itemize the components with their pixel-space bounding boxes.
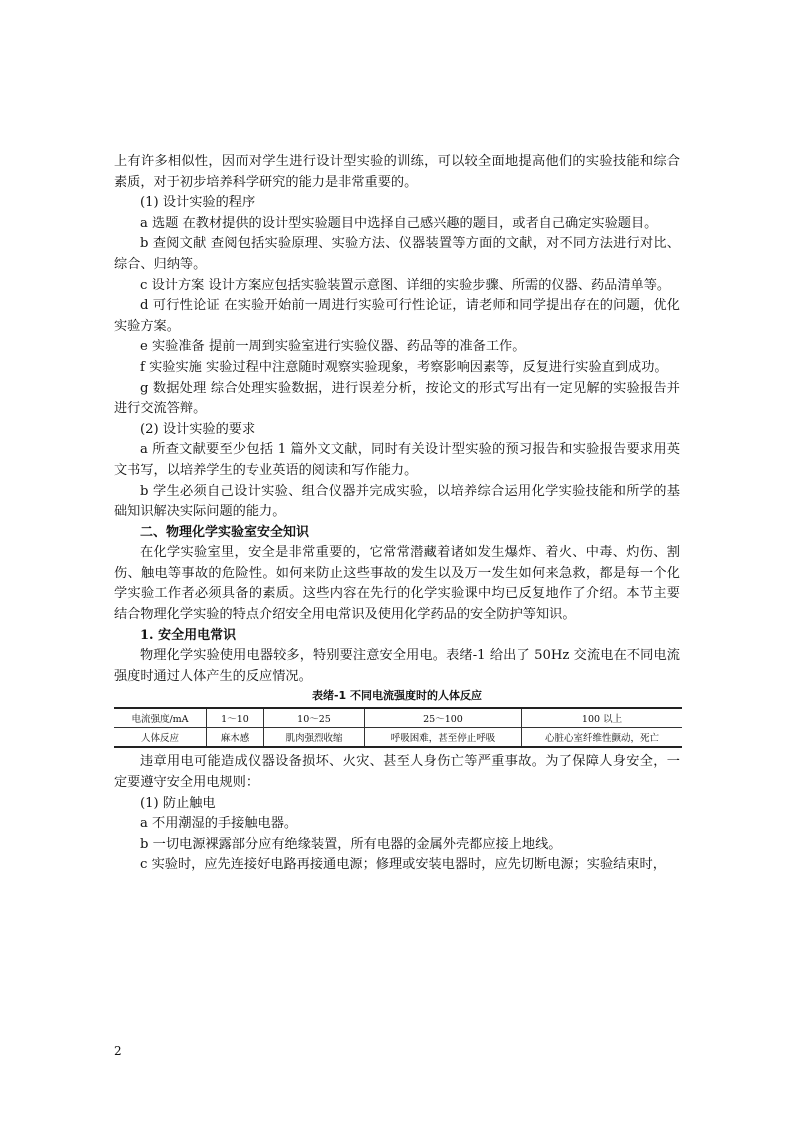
section-heading: (1) 防止触电	[140, 795, 216, 811]
page-number: 2	[114, 1044, 122, 1058]
paragraph: a 选题 在教材提供的设计型实验题目中选择自己感兴趣的题目，或者自己确定实验题目。	[140, 215, 658, 231]
table-cell: 人体反应	[114, 728, 207, 748]
table-row	[114, 708, 682, 728]
paragraph: a 不用潮湿的手接触电器。	[140, 816, 298, 832]
section-heading: (1) 设计实验的程序	[140, 195, 256, 211]
paragraph: g 数据处理 综合处理实验数据，进行误差分析，按论文的形式写出有一定见解的实验报告并进行交流答辩。	[114, 380, 680, 417]
table-row	[114, 728, 682, 748]
subsection-heading: 1. 安全用电常识	[140, 627, 237, 643]
paragraph: c 实验时，应先连接好电路再接通电源；修理或安装电器时，应先切断电源；实验结束时，	[140, 857, 666, 873]
paragraph: 物理化学实验使用电器较多，特别要注意安全用电。表绪-1 给出了 50Hz 交流电在不同电流强度时通过人体产生的反应情况。	[114, 648, 680, 684]
table-caption: 表绪-1 不同电流强度时的人体反应	[311, 689, 483, 703]
table-cell: 10～25	[264, 708, 365, 728]
paragraph: c 设计方案 设计方案应包括实验装置示意图、详细的实验步骤、所需的仪器、药品清单等。	[140, 277, 671, 293]
paragraph: 违章用电可能造成仪器设备损坏、火灾、甚至人身伤亡等严重事故。为了保障人身安全，一定要遵守安全用电规则：	[114, 754, 680, 791]
table-cell: 1～10	[207, 708, 264, 728]
table-cell: 电流强度/mA	[114, 708, 207, 728]
paragraph: f 实验实施 实验过程中注意随时观察实验现象，考察影响因素等，反复进行实验直到成功。	[140, 359, 668, 375]
chapter-heading: 二、物理化学实验室安全知识	[140, 524, 310, 540]
paragraph: 在化学实验室里，安全是非常重要的，它常常潜藏着诸如发生爆炸、着火、中毒、灼伤、割伤、触电等事故的危险性。如何来防止这些事故的发生以及万一发生如何来急救，都是每一个化学实验工作者必须具备的素质。这些内容在先行的化学实验课中均已反复地作了介绍。本节主要结合物理化学实验的特点介绍安全用电常识及使用化学药品的安全防护等知识。	[114, 545, 680, 623]
paragraph: b 查阅文献 查阅包括实验原理、实验方法、仪器装置等方面的文献，对不同方法进行对比、综合、归纳等。	[114, 236, 680, 272]
page-body	[114, 152, 680, 876]
table-cell: 25～100	[365, 708, 522, 728]
current-response-table	[114, 707, 682, 748]
paragraph: 上有许多相似性，因而对学生进行设计型实验的训练，可以较全面地提高他们的实验技能和综合素质，对于初步培养科学研究的能力是非常重要的。	[114, 154, 680, 190]
paragraph: b 一切电源裸露部分应有绝缘装置，所有电器的金属外壳都应接上地线。	[140, 836, 562, 852]
paragraph: a 所查文献要至少包括 1 篇外文文献，同时有关设计型实验的预习报告和实验报告要求用英文书写，以培养学生的专业英语的阅读和写作能力。	[114, 442, 680, 478]
paragraph: b 学生必须自己设计实验、组合仪器并完成实验，以培养综合运用化学实验技能和所学的基础知识解决实际问题的能力。	[114, 483, 680, 520]
table-cell: 肌肉强烈收缩	[264, 728, 365, 748]
table-cell: 呼吸困难，甚至停止呼吸	[365, 728, 522, 748]
table-cell: 麻木感	[207, 728, 264, 748]
table-cell: 100 以上	[522, 708, 683, 728]
paragraph: d 可行性论证 在实验开始前一周进行实验可行性论证，请老师和同学提出存在的问题，优化实验方案。	[114, 298, 680, 334]
paragraph: e 实验准备 提前一周到实验室进行实验仪器、药品等的准备工作。	[140, 339, 526, 355]
section-heading: (2) 设计实验的要求	[140, 421, 256, 437]
table-cell: 心脏心室纤维性颤动，死亡	[522, 728, 683, 748]
